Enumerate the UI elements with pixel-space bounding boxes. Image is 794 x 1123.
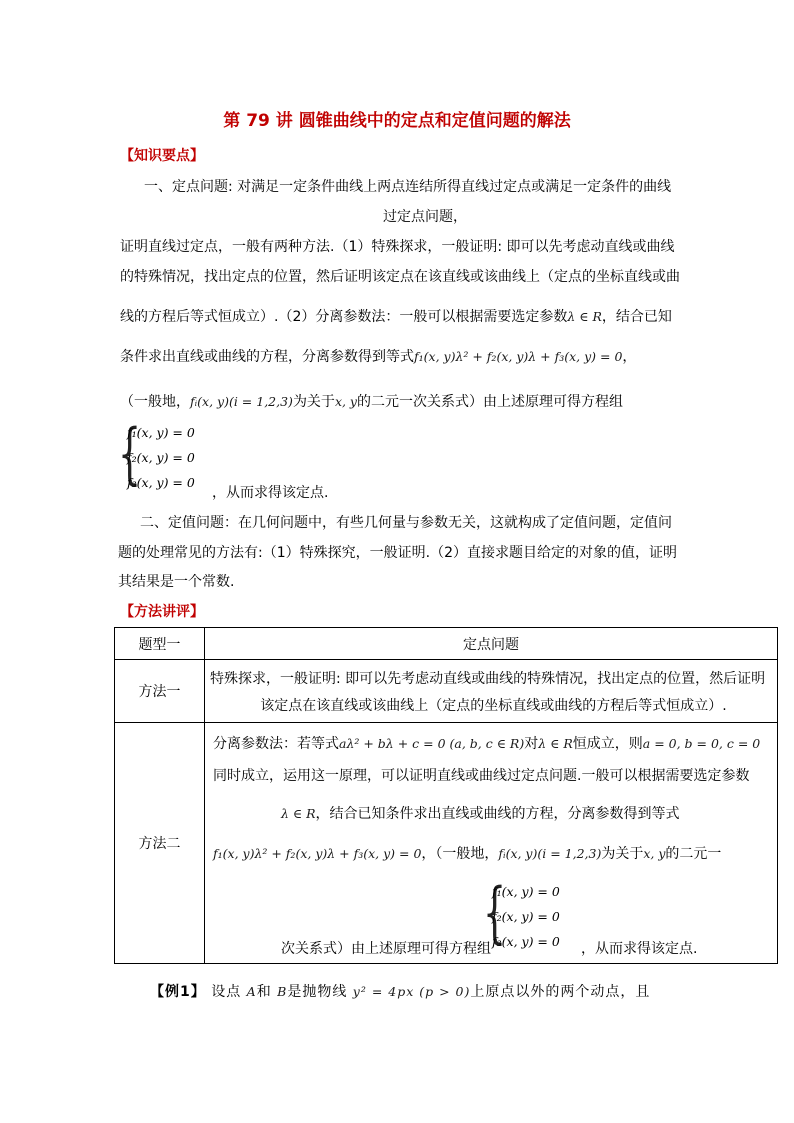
method2-line5a: 次关系式）由上述原理可得方程组 bbox=[281, 941, 491, 957]
method1-line2: 该定点在该直线或该曲线上（定点的坐标直线或曲线的方程后等式恒成立）. bbox=[260, 698, 727, 714]
p1-line7 bbox=[120, 391, 623, 411]
p2-line2: 题的处理常见的方法有:（1）特殊探究，一般证明.（2）直接求题目给定的对象的值，证明 bbox=[118, 545, 677, 561]
method2-line4-text-d: 的二元一 bbox=[665, 846, 722, 862]
method2-line4 bbox=[213, 843, 721, 863]
p1-line5-text-a: 线的方程后等式恒成立）.（2）分离参数法：一般可以根据需要选定参数 bbox=[120, 309, 568, 325]
lambda-in-r-formula-2: λ ∈ R bbox=[538, 736, 573, 751]
example-1 bbox=[150, 981, 650, 1001]
p1-line6-text-a: 条件求出直线或曲线的方程，分离参数得到等式 bbox=[120, 349, 414, 365]
system-eq-2: f₂(x, y) = 0 bbox=[127, 450, 195, 465]
separation-equation-formula: f₁(x, y)λ² + f₂(x, y)λ + f₃(x, y) = 0 bbox=[414, 349, 623, 364]
method2-line5b: ，从而求得该定点. bbox=[581, 941, 698, 957]
example-text-4: 上原点以外的两个动点，且 bbox=[470, 984, 651, 1000]
section-knowledge-heading: 【知识要点】 bbox=[120, 148, 204, 164]
method2-line1-text-a: 分离参数法：若等式 bbox=[213, 736, 339, 752]
lambda-in-r-formula-3: λ ∈ R bbox=[281, 806, 316, 821]
p1-line7-text-a: （一般地， bbox=[120, 394, 190, 410]
point-b: B bbox=[277, 984, 288, 999]
p2-line3: 其结果是一个常数. bbox=[118, 574, 235, 590]
method2-line1 bbox=[213, 733, 760, 753]
example-text-2: 和 bbox=[256, 984, 272, 1000]
method2-line1-text-b: 对 bbox=[524, 736, 539, 752]
method1-label: 方法一 bbox=[115, 660, 205, 723]
example-text-1: 设点 bbox=[211, 984, 242, 1000]
section-method-heading: 【方法讲评】 bbox=[120, 604, 204, 620]
method2-line4-text-c: 为关于 bbox=[601, 846, 644, 862]
quadratic-identity-formula: aλ² + bλ + c = 0 (a, b, c ∈ R) bbox=[339, 736, 525, 751]
system2-eq-3: f₃(x, y) = 0 bbox=[492, 934, 560, 949]
left-brace-icon: { bbox=[118, 415, 142, 492]
xy-formula-2: x, y bbox=[643, 846, 666, 861]
p1-line6 bbox=[120, 346, 636, 366]
method2-content bbox=[205, 723, 778, 964]
point-a: A bbox=[246, 984, 257, 999]
method2-label: 方法二 bbox=[115, 723, 205, 964]
method1-line1: 特殊探求，一般证明: 即可以先考虑动直线或曲线的特殊情况，找出定点的位置，然后证明 bbox=[210, 671, 766, 687]
p1-line7-text-c: 的二元一次关系式）由上述原理可得方程组 bbox=[357, 394, 623, 410]
system-eq-1: f₁(x, y) = 0 bbox=[127, 425, 195, 440]
method2-line1-text-c: 恒成立，则 bbox=[572, 736, 643, 752]
table-header-type: 题型一 bbox=[115, 628, 205, 660]
method2-line3-text: ，结合已知条件求出直线或曲线的方程，分离参数得到等式 bbox=[315, 806, 680, 822]
p1-line5-text-b: ，结合已知 bbox=[601, 309, 672, 325]
p1-line3: 证明直线过定点，一般有两种方法.（1）特殊探求，一般证明: 即可以先考虑动直线或曲线 bbox=[120, 239, 675, 255]
system2-eq-2: f₂(x, y) = 0 bbox=[492, 909, 560, 924]
abc-zero-formula: a = 0, b = 0, c = 0 bbox=[642, 736, 761, 751]
p1-line6-text-b: ， bbox=[622, 349, 637, 365]
separation-equation-formula-2: f₁(x, y)λ² + f₂(x, y)λ + f₃(x, y) = 0 bbox=[213, 846, 422, 861]
table-header-topic: 定点问题 bbox=[205, 628, 778, 660]
p1-line4: 的特殊情况，找出定点的位置，然后证明该定点在该直线或该曲线上（定点的坐标直线或曲 bbox=[120, 269, 680, 285]
method2-line2: 同时成立，运用这一原理，可以证明直线或曲线过定点问题.一般可以根据需要选定参数 bbox=[213, 768, 750, 784]
p1-sys-after: ，从而求得该定点. bbox=[212, 485, 329, 501]
method-table bbox=[114, 627, 778, 964]
method2-line3 bbox=[281, 803, 680, 823]
left-brace-icon-2: { bbox=[483, 874, 507, 951]
lambda-in-r-formula: λ ∈ R bbox=[567, 309, 602, 324]
p1-line7-text-b: 为关于 bbox=[292, 394, 335, 410]
system-eq-3: f₃(x, y) = 0 bbox=[127, 475, 195, 490]
example-text-3: 是抛物线 bbox=[287, 984, 348, 1000]
p2-line1: 二、定值问题：在几何问题中，有些几何量与参数无关，这就构成了定值问题，定值问 bbox=[140, 515, 672, 531]
system2-eq-1: f₁(x, y) = 0 bbox=[492, 884, 560, 899]
xy-formula: x, y bbox=[334, 394, 357, 409]
p1-line5 bbox=[120, 306, 672, 326]
fi-formula: fᵢ(x, y)(i = 1,2,3) bbox=[190, 394, 293, 409]
p1-line1: 一、定点问题: 对满足一定条件曲线上两点连结所得直线过定点或满足一定条件的曲线 bbox=[144, 179, 672, 195]
method2-line4-text-b: ，（一般地， bbox=[421, 846, 499, 862]
fi-formula-2: fᵢ(x, y)(i = 1,2,3) bbox=[498, 846, 602, 861]
method1-content bbox=[205, 660, 778, 723]
parabola-equation: y² = 4px (p > 0) bbox=[352, 984, 471, 999]
p1-line2: 过定点问题， bbox=[383, 209, 467, 225]
page-title: 第 79 讲 圆锥曲线中的定点和定值问题的解法 bbox=[223, 111, 571, 131]
example-label: 【例1】 bbox=[150, 984, 206, 1000]
